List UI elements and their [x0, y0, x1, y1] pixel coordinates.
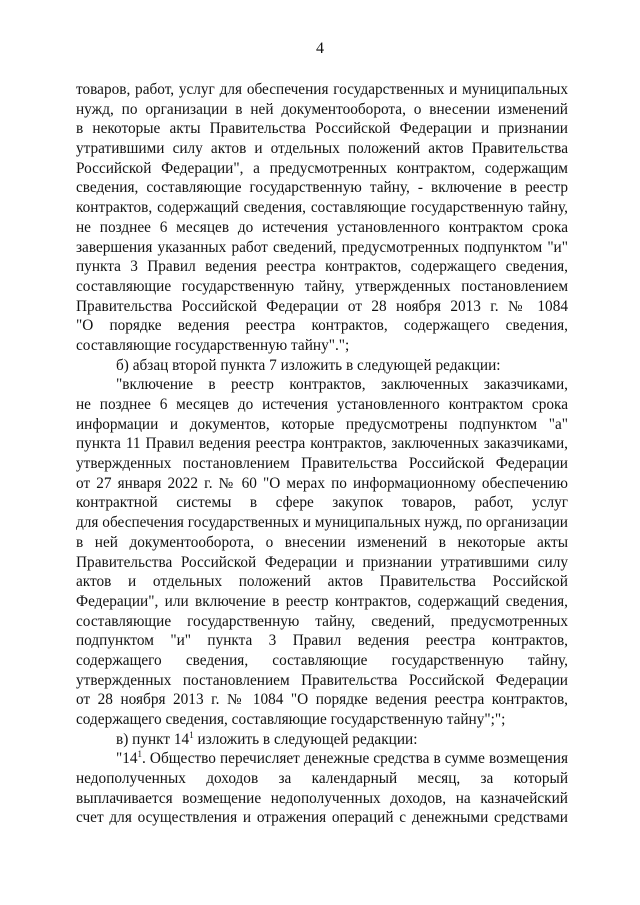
- item-v-sup: 1: [189, 729, 194, 740]
- text-line: содержащего сведения, составляющие государственную тайну";";: [76, 711, 506, 728]
- text-line: нужд, по организации в ней документооборота, о внесении изменений: [76, 100, 568, 118]
- text-line: "включение в реестр контрактов, заключенных заказчиками,: [116, 376, 568, 394]
- paragraph-lines: [76, 80, 568, 730]
- text-line: от 27 января 2022 г. № 60 "О мерах по информационному обеспечению: [76, 474, 568, 492]
- tail-line: недополученных доходов за календарный месяц, за который: [76, 770, 568, 788]
- text-line: "О порядке ведения реестра контрактов, содержащего сведения,: [76, 317, 568, 335]
- text-line: составляющие государственную тайну, сведений, предусмотренных: [76, 612, 568, 630]
- tail-line: счет для осуществления и отражения операций с денежными средствами: [76, 809, 568, 827]
- text-line: в ней документооборота, о внесении изменений в некоторые акты: [76, 533, 568, 551]
- text-line: составляющие государственную тайну".";: [76, 336, 350, 354]
- text-line: в некоторые акты Правительства Российской Федерации и признании: [76, 120, 568, 138]
- text-line: товаров, работ, услуг для обеспечения государственных и муниципальных: [76, 81, 568, 98]
- item-v-after: изложить в следующей редакции:: [193, 730, 418, 748]
- text-line: пункта 11 Правил ведения реестра контрактов, заключенных заказчиками,: [76, 435, 568, 453]
- text-line: утвержденных постановлением Правительства Российской Федерации: [76, 671, 568, 689]
- text-line: Правительства Российской Федерации и признании утратившими силу: [76, 553, 568, 571]
- item-14-before: "14: [116, 750, 138, 768]
- text-line: подпунктом "и" пункта 3 Правил ведения реестра контрактов,: [76, 632, 568, 650]
- text-line: утвержденных постановлением Правительства Российской Федерации: [76, 455, 568, 473]
- text-line: завершения указанных работ сведений, предусмотренных подпунктом "и": [76, 238, 568, 256]
- item-14-line: [76, 749, 568, 769]
- item-14-after: . Общество перечисляет денежные средства в сумме возмещения: [142, 750, 568, 768]
- tail-line: выплачивается возмещение недополученных доходов, на казначейский: [76, 789, 568, 807]
- text-line: Правительства Российской Федерации от 28 ноября 2013 г. № 1084: [76, 297, 568, 315]
- document-body: [76, 80, 568, 828]
- text-line: не позднее 6 месяцев до истечения установленного контрактом срока: [76, 396, 568, 413]
- text-line: для обеспечения государственных и муниципальных нужд, по организации: [76, 514, 568, 532]
- item-14-sup: 1: [137, 749, 143, 760]
- text-line: содержащего сведения, составляющие государственную тайну,: [76, 651, 568, 669]
- item-v-before: в) пункт 14: [116, 730, 190, 748]
- text-line: от 28 ноября 2013 г. № 1084 "О порядке ведения реестра контрактов,: [76, 691, 568, 709]
- text-line: не позднее 6 месяцев до истечения установленного контрактом срока: [76, 218, 568, 236]
- text-line: составляющие государственную тайну, утвержденных постановлением: [76, 277, 568, 295]
- page-number: 4: [316, 40, 324, 57]
- text-line: утратившими силу актов и отдельных положений актов Правительства: [76, 140, 568, 158]
- text-line: контрактной системы в сфере закупок товаров, работ, услуг: [76, 494, 568, 512]
- text-line: Российской Федерации", а предусмотренных контрактом, содержащим: [76, 159, 568, 177]
- item-v-line: [76, 730, 568, 750]
- text-line: контрактов, содержащий сведения, составляющие государственную тайну,: [76, 199, 568, 217]
- text-line: актов и отдельных положений актов Правительства Российской: [76, 573, 568, 591]
- text-line: сведения, составляющие государственную тайну, - включение в реестр: [76, 179, 568, 197]
- text-line: информации и документов, которые предусмотрены подпунктом "а": [76, 415, 568, 433]
- text-line: пункта 3 Правил ведения реестра контрактов, содержащего сведения,: [76, 258, 568, 276]
- text-line: Федерации", или включение в реестр контрактов, содержащий сведения,: [76, 592, 568, 610]
- text-line: б) абзац второй пункта 7 изложить в следующей редакции:: [116, 356, 501, 374]
